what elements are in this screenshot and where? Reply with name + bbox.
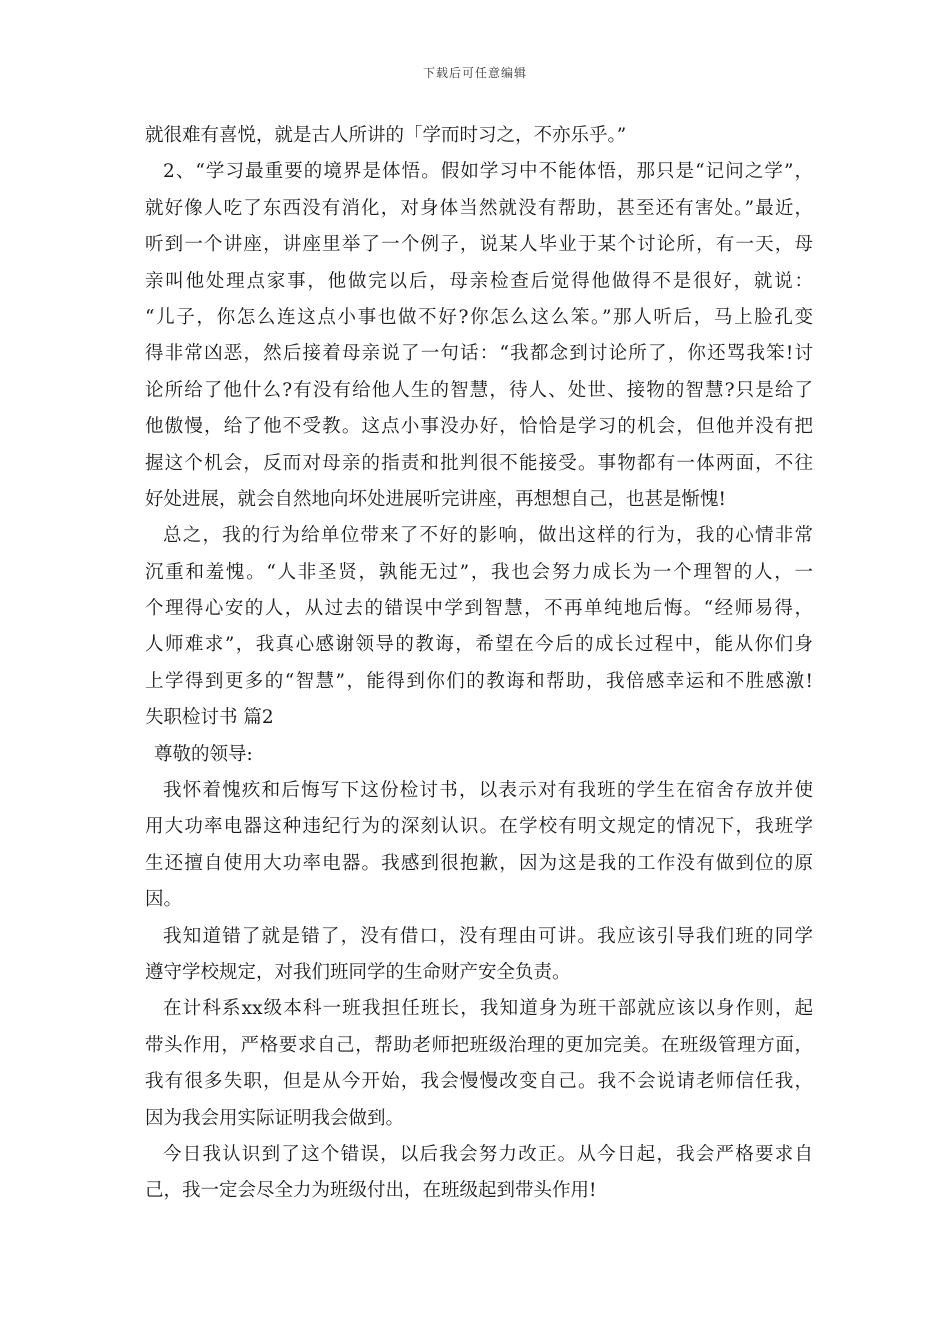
text-line: 论所给了他什么?有没有给他人生的智慧，待人、处世、接物的智慧?只是给了 xyxy=(145,379,813,401)
text-line: 遵守学校规定，对我们班同学的生命财产安全负责。 xyxy=(145,961,571,983)
text-line: 2、“学习最重要的境界是体悟。假如学习中不能体悟，那只是“记问之学”， xyxy=(163,161,813,183)
text-line: 就好像人吃了东西没有消化，对身体当然就没有帮助，甚至还有害处。”最近， xyxy=(145,197,813,219)
text-line: 带头作用，严格要求自己，帮助老师把班级治理的更加完美。在班级管理方面， xyxy=(145,1034,813,1056)
text-line: 沉重和羞愧。“人非圣贤，孰能无过”，我也会努力成长为一个理智的人，一 xyxy=(145,561,813,583)
text-line: 就很难有喜悦，就是古人所讲的「学而时习之，不亦乐乎。” xyxy=(145,125,627,146)
text-line: 得非常凶恶，然后接着母亲说了一句话：“我都念到讨论所了，你还骂我笨!讨 xyxy=(145,343,813,365)
text-line: 用大功率电器这种违纪行为的深刻认识。在学校有明文规定的情况下，我班学 xyxy=(145,816,813,838)
text-line: 生还擅自使用大功率电器。我感到很抱歉，因为这是我的工作没有做到位的原 xyxy=(145,852,813,874)
text-line: 失职检讨书 篇2 xyxy=(145,707,274,729)
text-line: 今日我认识到了这个错误，以后我会努力改正。从今日起，我会严格要求自 xyxy=(163,1143,813,1165)
text-line: 握这个机会，反而对母亲的指责和批判很不能接受。事物都有一体两面，不往 xyxy=(145,452,813,474)
text-line: 因。 xyxy=(145,889,183,911)
text-line: 总之，我的行为给单位带来了不好的影响，做出这样的行为，我的心情非常 xyxy=(163,525,813,547)
text-line: 己，我一定会尽全力为班级付出，在班级起到带头作用! xyxy=(145,1180,597,1202)
text-line: 在计科系xx级本科一班我担任班长，我知道身为班干部就应该以身作则，起 xyxy=(163,998,813,1020)
page-header-note: 下载后可任意编辑 xyxy=(422,66,527,80)
text-line: 我怀着愧疚和后悔写下这份检讨书，以表示对有我班的学生在宿舍存放并使 xyxy=(163,780,813,802)
text-line: 尊敬的领导: xyxy=(154,743,253,765)
text-line: 因为我会用实际证明我会做到。 xyxy=(145,1107,405,1129)
text-line: 好处进展，就会自然地向坏处进展听完讲座，再想想自己，也甚是惭愧! xyxy=(145,488,726,510)
text-line: 个理得心安的人，从过去的错误中学到智慧，不再单纯地后悔。“经师易得， xyxy=(145,598,813,620)
text-line: 他傲慢，给了他不受教。这点小事没办好，恰恰是学习的机会，但他并没有把 xyxy=(145,416,813,438)
text-line: “儿子，你怎么连这点小事也做不好?你怎么这么笨。”那人听后，马上脸孔变 xyxy=(145,306,813,328)
text-line: 我有很多失职，但是从今开始，我会慢慢改变自己。我不会说请老师信任我， xyxy=(145,1071,813,1093)
text-line: 人师难求”，我真心感谢领导的教诲，希望在今后的成长过程中，能从你们身 xyxy=(145,634,813,656)
text-line: 听到一个讲座，讲座里举了一个例子，说某人毕业于某个讨论所，有一天，母 xyxy=(145,234,813,256)
text-line: 亲叫他处理点家事，他做完以后，母亲检查后觉得他做得不是很好，就说： xyxy=(145,270,813,292)
text-line: 我知道错了就是错了，没有借口，没有理由可讲。我应该引导我们班的同学 xyxy=(163,925,813,947)
text-line: 上学得到更多的“智慧”，能得到你们的教诲和帮助，我倍感幸运和不胜感激! xyxy=(145,670,813,692)
document-body xyxy=(145,118,813,1210)
